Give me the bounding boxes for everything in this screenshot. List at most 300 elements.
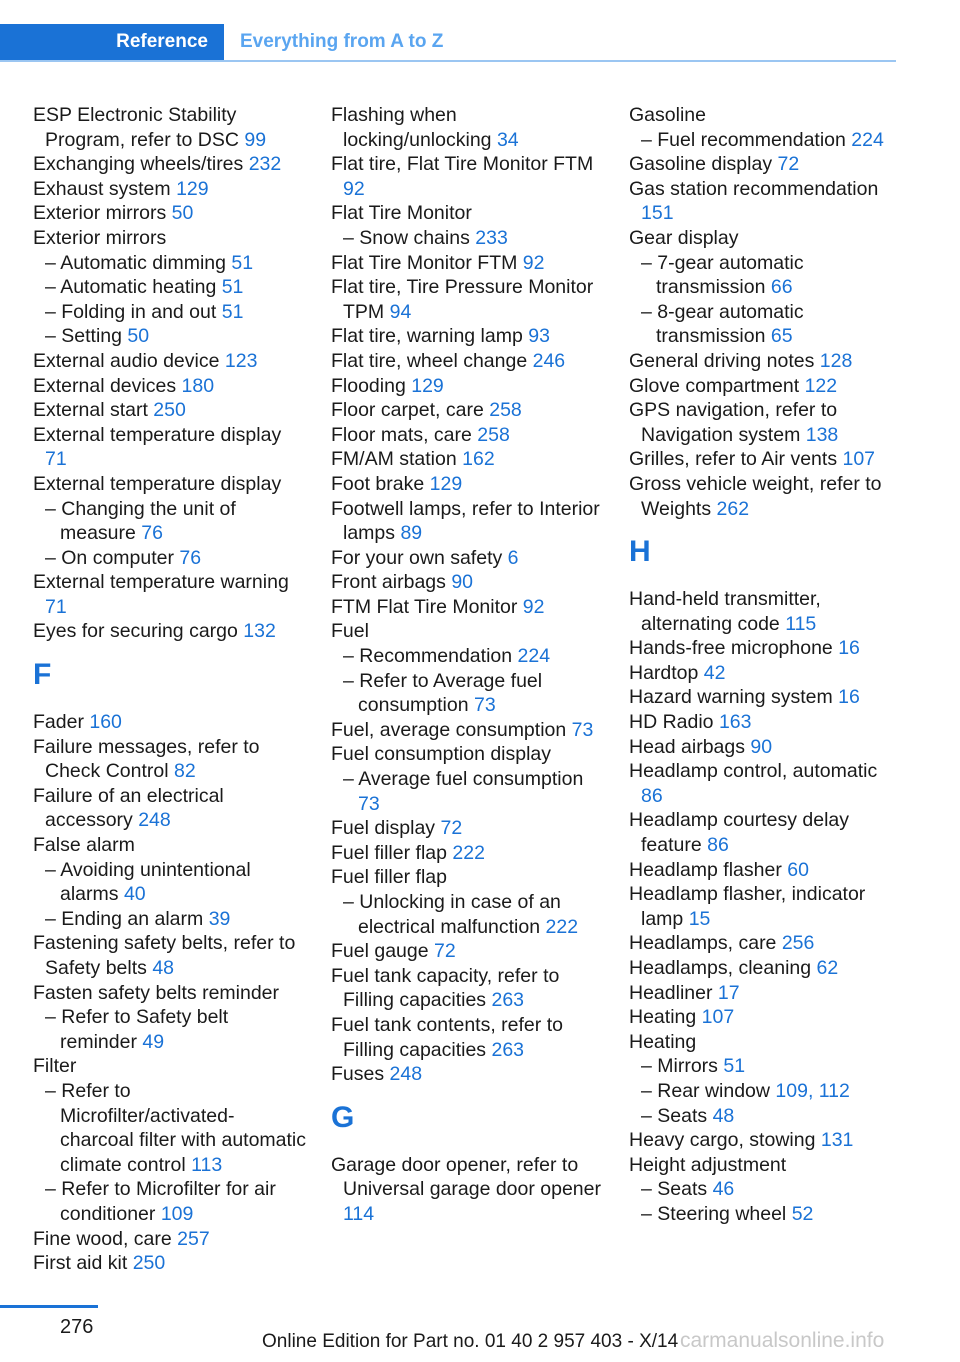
index-subentry (33, 324, 308, 349)
entry-text: Grilles, refer to Air vents (629, 448, 843, 471)
page-link[interactable]: 51 (723, 1055, 746, 1078)
tab-reference[interactable] (0, 24, 224, 60)
index-subentry (33, 546, 308, 571)
index-entry (629, 1030, 904, 1055)
entry-text: Flat tire, wheel change (331, 349, 533, 372)
entry-text: Fuel (331, 620, 369, 643)
page-link[interactable]: 90 (750, 735, 773, 758)
entry-text: Refer to Safety belt reminder (60, 1006, 229, 1053)
index-column-2 (331, 103, 606, 1227)
page-link[interactable]: 48 (712, 1104, 735, 1127)
page-link[interactable]: 16 (838, 637, 860, 660)
page-link[interactable]: 263 (491, 1038, 525, 1061)
entry-text: GPS navigation, refer to Navigation system (629, 399, 838, 446)
index-entry (33, 349, 308, 374)
entry-text: Headlamp courtesy delay feature (629, 809, 850, 857)
index-entry (629, 981, 904, 1006)
entry-text: Foot brake (331, 472, 430, 495)
entry-text: Headlamps, care (629, 932, 782, 955)
subentry-dash: – (45, 1079, 62, 1102)
index-entry (331, 497, 606, 546)
page-link[interactable]: 90 (451, 571, 474, 594)
index-subentry (629, 128, 904, 153)
tab-section[interactable] (240, 24, 443, 60)
subentry-dash: – (343, 226, 360, 249)
index-subentry (629, 1079, 904, 1104)
entry-text: Refer to Microfilter/activated-charcoal filter with automatic climate control (60, 1079, 307, 1176)
entry-text: Hazard warning system (629, 686, 839, 709)
page-link[interactable]: 258 (489, 399, 522, 422)
subentry-dash: – (45, 546, 62, 569)
index-entry (331, 964, 606, 1013)
subentry-dash: – (45, 1178, 62, 1201)
entry-text: Garage door opener, refer to Universal garage door opener (331, 1153, 601, 1201)
page-link[interactable]: 138 (805, 423, 839, 446)
subentry-dash: – (343, 891, 360, 913)
entry-text: Floor carpet, care (331, 399, 490, 422)
subentry-dash: – (343, 645, 360, 668)
entry-text: Mirrors (657, 1055, 724, 1078)
entry-text: Exchanging wheels/tires (33, 153, 249, 176)
page-link[interactable]: 16 (838, 686, 860, 709)
subentry-dash: – (45, 858, 61, 881)
entry-text: FM/AM station (331, 448, 463, 471)
page-link[interactable]: 76 (179, 546, 202, 569)
page-link[interactable]: 151 (641, 202, 674, 225)
page-link[interactable]: 162 (462, 448, 495, 471)
page-link[interactable]: 73 (571, 718, 594, 741)
page-link[interactable]: 86 (641, 784, 663, 807)
section-letter: H (629, 535, 651, 569)
entry-text: Rear window (657, 1079, 776, 1102)
index-entry (331, 570, 606, 595)
entry-text: Seats (657, 1104, 713, 1127)
subentry-dash: – (343, 669, 360, 692)
page-link[interactable]: 48 (152, 957, 175, 979)
subentry-dash: – (343, 768, 359, 791)
index-entry (331, 865, 606, 890)
index-entry (629, 152, 904, 177)
page-link[interactable]: 248 (389, 1063, 423, 1086)
entry-text: Flashing when locking/unlocking (331, 104, 497, 151)
index-subentry (33, 1079, 308, 1177)
index-entry (629, 661, 904, 686)
entry-text: Fuel tank contents, refer to Filling capacities (331, 1013, 563, 1061)
index-entry (331, 619, 606, 644)
entry-text: Automatic heating (60, 276, 222, 299)
index-entry (629, 398, 904, 447)
page-link[interactable]: 46 (712, 1178, 735, 1201)
entry-text: Flat Tire Monitor (331, 202, 472, 225)
entry-text: Height adjustment (629, 1153, 787, 1176)
index-entry (629, 1128, 904, 1153)
index-entry (629, 374, 904, 399)
index-entry (33, 103, 308, 152)
index-entry (629, 956, 904, 981)
entry-text: Front airbags (331, 571, 452, 594)
index-entry (629, 710, 904, 735)
entry-text: FTM Flat Tire Monitor (331, 595, 523, 618)
index-entry (33, 152, 308, 177)
entry-text: Headliner (629, 981, 718, 1004)
subentry-dash: – (641, 128, 658, 151)
entry-text: External audio device (33, 349, 225, 372)
entry-text: Head airbags (629, 735, 751, 758)
entry-text: Automatic dimming (60, 251, 232, 274)
entry-text: Folding in and out (61, 300, 222, 323)
index-entry (33, 784, 308, 833)
page-link[interactable]: 114 (343, 1202, 375, 1225)
entry-text: Failure messages, refer to Check Control (33, 735, 260, 783)
index-entry (331, 939, 606, 964)
header-divider (0, 60, 896, 62)
page-link[interactable]: 39 (208, 907, 231, 930)
page-link[interactable]: 72 (777, 153, 800, 176)
page-link[interactable]: 263 (491, 989, 525, 1012)
entry-text: Ending an alarm (61, 907, 209, 930)
entry-text: External temperature display (33, 423, 282, 446)
page-link[interactable]: 222 (452, 841, 485, 864)
page-link[interactable]: 71 (45, 595, 67, 618)
index-entry (629, 931, 904, 956)
page-header (0, 24, 896, 62)
entry-text: Fastening safety belts, refer to Safety belts (33, 932, 296, 979)
entry-text: Gear display (629, 226, 739, 249)
entry-text: Footwell lamps, refer to Interior lamps (331, 497, 600, 545)
index-entry (33, 1227, 308, 1252)
index-entry (629, 882, 904, 931)
page-link[interactable]: 89 (400, 522, 423, 545)
page-link[interactable]: 131 (820, 1129, 854, 1152)
page-link[interactable]: 73 (358, 792, 380, 815)
entry-text: Fuel, average consumption (331, 718, 572, 741)
index-entry (33, 619, 308, 644)
page-link[interactable]: 107 (842, 448, 876, 471)
index-entry (33, 1251, 308, 1276)
index-column-3 (629, 103, 904, 1227)
entry-text: Floor mats, care (331, 423, 478, 446)
tab-section-label: Everything from A to Z (240, 31, 444, 52)
entry-text: Average fuel consumption (358, 768, 584, 791)
page-link[interactable]: 60 (787, 858, 809, 881)
tab-reference-label: Reference (116, 31, 208, 52)
index-entry (331, 423, 606, 448)
page-link[interactable]: 160 (89, 711, 122, 734)
entry-text: Hand-held transmitter, alternating code (629, 588, 821, 635)
entry-text: Fuel filler flap (331, 866, 447, 889)
page-link[interactable]: 258 (477, 423, 510, 446)
page-link[interactable]: 232 (248, 153, 282, 176)
index-entry (33, 374, 308, 399)
index-entry (33, 981, 308, 1006)
page-link[interactable]: 72 (440, 817, 463, 840)
page-link[interactable]: 71 (45, 448, 67, 471)
subentry-dash: – (45, 300, 62, 323)
entry-text: Fuses (331, 1063, 390, 1086)
index-entry (629, 759, 904, 808)
index-subentry (331, 226, 606, 251)
subentry-dash: – (641, 1104, 658, 1127)
page-link[interactable]: 132 (243, 620, 276, 643)
page-link[interactable]: 65 (770, 325, 793, 348)
index-entry (629, 447, 904, 472)
index-subentry (629, 1202, 904, 1227)
page-link[interactable]: 180 (181, 374, 215, 397)
page-link[interactable]: 51 (221, 300, 244, 323)
index-entry (629, 636, 904, 661)
entry-text: 7-gear automatic transmission (656, 251, 804, 299)
entry-text: External temperature warning (33, 571, 289, 594)
subentry-dash: – (641, 1055, 658, 1078)
index-entry (331, 201, 606, 226)
section-letter: G (331, 1100, 355, 1134)
index-entry (33, 931, 308, 980)
page-link[interactable]: 72 (434, 940, 456, 963)
entry-text: Hardtop (629, 661, 704, 684)
section-letter: F (33, 658, 52, 692)
index-entry (629, 472, 904, 521)
page-link[interactable]: 92 (522, 251, 545, 274)
subentry-dash: – (45, 497, 62, 520)
entry-text: Heating (629, 1006, 702, 1029)
page-link[interactable]: 250 (132, 1252, 166, 1275)
page-link[interactable]: 262 (716, 497, 750, 520)
entry-text: First aid kit (33, 1252, 133, 1275)
index-entry (331, 251, 606, 276)
index-subentry (331, 644, 606, 669)
page-link[interactable]: 128 (819, 349, 853, 372)
entry-text: Flat tire, Flat Tire Monitor FTM (331, 153, 594, 176)
page-link[interactable]: 115 (785, 612, 817, 635)
page-link[interactable]: 233 (475, 226, 508, 249)
page-link[interactable]: 15 (688, 907, 711, 930)
entry-text: Fuel tank capacity, refer to Filling capacities (331, 964, 560, 1012)
entry-text: Steering wheel (657, 1202, 792, 1225)
page-link[interactable]: 52 (791, 1202, 814, 1225)
page-link[interactable]: 92 (343, 177, 365, 200)
page-link[interactable]: 257 (177, 1227, 210, 1250)
entry-text: Headlamp flasher, indicator lamp (629, 883, 866, 930)
page-link[interactable]: 222 (545, 915, 579, 938)
page-link[interactable]: 224 (851, 128, 884, 151)
page-link[interactable]: 250 (153, 399, 186, 422)
index-entry (331, 1013, 606, 1062)
index-entry (331, 1153, 606, 1227)
entry-text: Refer to Microfilter for air conditioner (60, 1178, 276, 1225)
entry-text: Heavy cargo, stowing (629, 1129, 821, 1152)
index-entry (629, 1005, 904, 1030)
entry-text: Fasten safety belts reminder (33, 981, 280, 1004)
entry-text: Avoiding unintentional alarms (60, 858, 251, 906)
index-entry (331, 324, 606, 349)
index-entry (331, 349, 606, 374)
subentry-dash: – (641, 1202, 658, 1225)
entry-text: External start (33, 399, 154, 422)
index-subentry (331, 669, 606, 718)
index-entry (331, 742, 606, 767)
page-link[interactable]: 62 (816, 957, 839, 979)
page-link[interactable]: 42 (703, 661, 726, 684)
entry-text: Recommendation (359, 645, 518, 668)
page-link[interactable]: 94 (389, 300, 412, 323)
page-link[interactable]: 248 (138, 809, 171, 832)
page-link[interactable]: 123 (224, 349, 258, 372)
page-link[interactable]: 17 (717, 981, 740, 1004)
page-link[interactable]: 66 (770, 276, 793, 299)
index-entry (629, 808, 904, 857)
page-link[interactable]: 34 (496, 128, 519, 151)
entry-text: Headlamp flasher (629, 858, 788, 881)
index-entry (331, 816, 606, 841)
index-subentry (33, 251, 308, 276)
index-entry (33, 1054, 308, 1079)
watermark: carmanualsonline.info (680, 1329, 885, 1352)
page-link[interactable]: 224 (517, 645, 551, 668)
index-entry (33, 398, 308, 423)
index-entry (331, 595, 606, 620)
entry-text: Exterior mirrors (33, 202, 172, 225)
entry-text: Seats (657, 1178, 713, 1201)
index-subentry (33, 858, 308, 907)
entry-text: Glove compartment (629, 374, 805, 397)
entry-text: Headlamp control, automatic (629, 760, 878, 783)
index-entry (331, 103, 606, 152)
page-link[interactable]: 93 (528, 325, 550, 348)
index-entry (629, 349, 904, 374)
index-entry (331, 718, 606, 743)
index-entry (629, 177, 904, 226)
index-entry (331, 152, 606, 201)
page-link[interactable]: 82 (173, 760, 196, 783)
page-number: 276 (60, 1316, 94, 1338)
page-link[interactable]: 129 (176, 177, 209, 200)
subentry-dash: – (641, 300, 658, 323)
entry-text: For your own safety (331, 546, 508, 569)
edition-note: Online Edition for Part no. 01 40 2 957 403 - X/14 (262, 1331, 679, 1352)
index-entry (629, 858, 904, 883)
entry-text: Eyes for securing cargo (33, 620, 244, 643)
entry-text: Fine wood, care (33, 1227, 178, 1250)
page-link[interactable]: 6 (507, 546, 519, 569)
index-subentry (33, 275, 308, 300)
page-link[interactable]: 163 (718, 711, 752, 734)
entry-text: Refer to Average fuel consumption (358, 669, 543, 717)
index-entry (33, 201, 308, 226)
index-entry (33, 735, 308, 784)
entry-text: Exterior mirrors (33, 226, 167, 249)
entry-text: Fuel display (331, 817, 441, 840)
entry-text: HD Radio (629, 711, 719, 734)
index-entry (629, 685, 904, 710)
page-link[interactable]: 99 (244, 128, 267, 151)
index-entry (331, 398, 606, 423)
entry-text: Setting (61, 325, 128, 348)
page-link[interactable]: 246 (532, 349, 566, 372)
subentry-dash: – (45, 325, 62, 348)
index-subentry (33, 907, 308, 932)
page-link[interactable]: 107 (701, 1006, 735, 1029)
entry-text: On computer (61, 546, 180, 569)
index-entry (33, 833, 308, 858)
subentry-dash: – (641, 1178, 658, 1201)
entry-text: Flooding (331, 374, 412, 397)
page-link[interactable]: 92 (522, 595, 545, 618)
entry-text: Filter (33, 1055, 77, 1078)
index-entry (331, 1062, 606, 1087)
entry-text: Gross vehicle weight, refer to Weights (629, 472, 882, 520)
page-link[interactable]: 40 (123, 883, 146, 906)
page-link[interactable]: 51 (231, 251, 254, 274)
index-entry (629, 1153, 904, 1178)
index-entry (629, 587, 904, 636)
entry-text: Gas station recommendation (629, 177, 879, 200)
page-link[interactable]: 49 (142, 1030, 165, 1053)
index-entry (331, 841, 606, 866)
index-entry (33, 423, 308, 472)
entry-text: Gasoline (629, 104, 706, 126)
entry-text: Flat Tire Monitor FTM (331, 251, 523, 274)
footer-divider (0, 1305, 98, 1308)
page-link[interactable]: 129 (429, 472, 463, 495)
entry-text: Failure of an electrical accessory (33, 784, 224, 832)
index-column-1 (33, 103, 308, 1276)
subentry-dash: – (641, 251, 658, 274)
page-link[interactable]: 109, 112 (775, 1079, 850, 1102)
page-link[interactable]: 86 (707, 834, 729, 857)
entry-text: Fuel gauge (331, 940, 434, 963)
entry-text: False alarm (33, 834, 135, 857)
page-link[interactable]: 50 (171, 202, 194, 225)
subentry-dash: – (45, 276, 61, 299)
index-subentry (331, 767, 606, 816)
index-entry (33, 226, 308, 251)
page-link[interactable]: 256 (781, 932, 815, 955)
page-link[interactable]: 51 (221, 276, 244, 299)
index-entry (629, 103, 904, 128)
entry-text: Heating (629, 1030, 697, 1053)
entry-text: Unlocking in case of an electrical malfunction (358, 891, 561, 938)
index-entry (33, 710, 308, 735)
index-subentry (629, 1104, 904, 1129)
entry-text: Headlamps, cleaning (629, 957, 817, 979)
entry-text: Snow chains (359, 226, 476, 249)
index-subentry (33, 1177, 308, 1226)
entry-text: 8-gear automatic transmission (656, 300, 804, 348)
page-link[interactable]: 122 (804, 374, 838, 397)
index-subentry (331, 890, 606, 939)
entry-text: Flat tire, warning lamp (331, 325, 529, 348)
page-link[interactable]: 76 (141, 522, 163, 545)
subentry-dash: – (641, 1079, 658, 1102)
index-entry (33, 570, 308, 619)
index-entry (629, 735, 904, 760)
page-link[interactable]: 113 (191, 1153, 223, 1176)
index-entry (331, 447, 606, 472)
entry-text: External devices (33, 374, 182, 397)
page-link[interactable]: 50 (127, 325, 150, 348)
entry-text: Fader (33, 711, 90, 734)
entry-text: External temperature display (33, 472, 282, 495)
index-subentry (629, 1177, 904, 1202)
entry-text: Fuel consumption display (331, 743, 552, 766)
subentry-dash: – (45, 1006, 62, 1029)
page-link[interactable]: 129 (411, 374, 444, 397)
entry-text: Fuel filler flap (331, 841, 453, 864)
entry-text: General driving notes (629, 349, 820, 372)
page-link[interactable]: 73 (473, 694, 496, 717)
index-entry (33, 177, 308, 202)
page-link[interactable]: 109 (160, 1202, 194, 1225)
